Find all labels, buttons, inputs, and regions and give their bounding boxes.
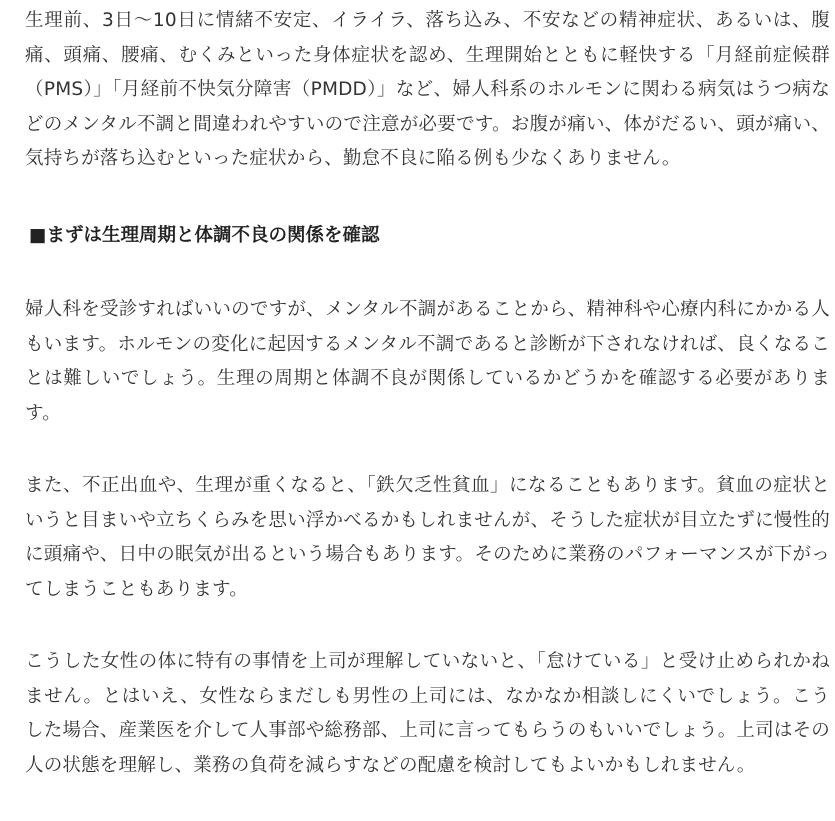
paragraph-manager: こうした女性の体に特有の事情を上司が理解していないと、「怠けている」と受け止められかねません。とはいえ、女性ならまだしも男性の上司には、なかなか相談しにくいでしょう。こうした場合、産業医を介して人事部や総務部、上司に言ってもらうのもいいでしょう。上司はその人の状態を理解し、業務の負荷を減らすなどの配慮を検討してもよいかもしれません。 [25, 651, 830, 776]
intro-paragraph: 生理前、3日〜10日に情緒不安定、イライラ、落ち込み、不安などの精神症状、あるいは、腹痛、頭痛、腰痛、むくみといった身体症状を認め、生理開始とともに軽快する「月経前症候群（PMS）」「月経前不快気分障害（PMDD）」など、婦人科系のホルモンに関わる病気はうつ病などのメンタル不調と間違われやすいので注意が必要です。お腹が痛い、体がだるい、頭が痛い、気持ちが落ち込むといった症状から、勤怠不良に陥る例も少なくありません。 [25, 10, 830, 169]
paragraph-diagnosis: 婦人科を受診すればいいのですが、メンタル不調があることから、精神科や心療内科にかかる人もいます。ホルモンの変化に起因するメンタル不調であると診断が下されなければ、良くなることは難しいでしょう。生理の周期と体調不良が関係しているかどうかを確認する必要があります。 [25, 299, 830, 424]
bottom-fade [0, 799, 835, 821]
paragraph-anemia: また、不正出血や、生理が重くなると、「鉄欠乏性貧血」になることもあります。貧血の症状というと目まいや立ちくらみを思い浮かべるかもしれませんが、そうした症状が目立たずに慢性的に頭痛や、日中の眠気が出るという場合もあります。そのために業務のパフォーマンスが下がってしまうこともあります。 [25, 475, 830, 600]
article-body [25, 0, 830, 783]
section-heading: ■まずは生理周期と体調不良の関係を確認 [29, 224, 380, 246]
